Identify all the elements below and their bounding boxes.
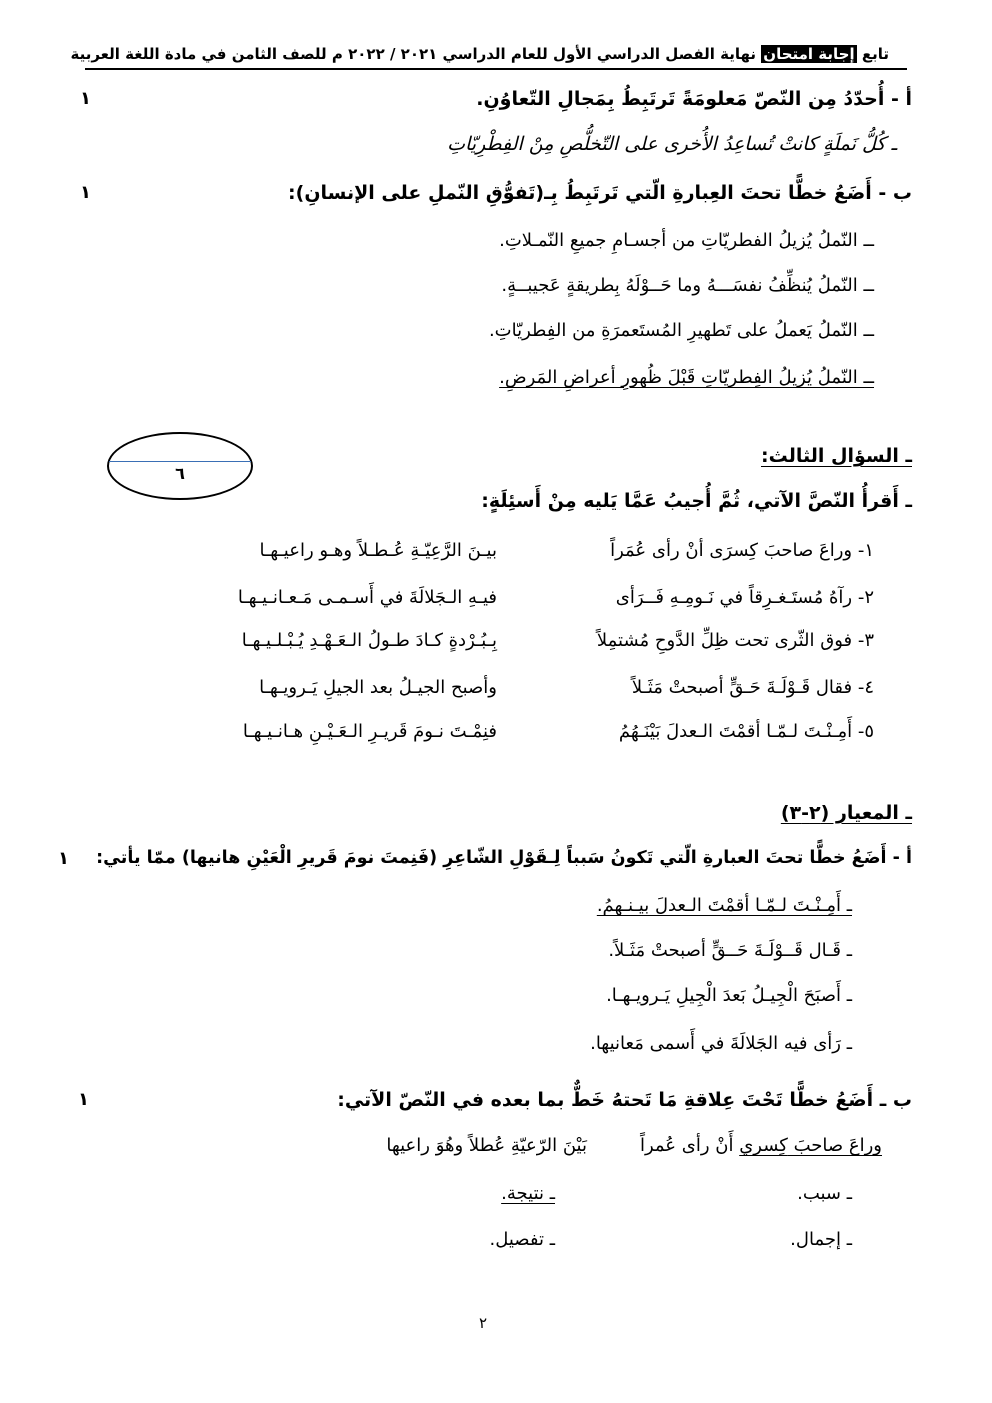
criterion-b-verse-underlined-a: وراعَ صاحبَ (787, 1135, 882, 1156)
verse-1-first: ١- وراعَ صاحبَ كِسرَى أنْ رأى عُمَراً (610, 540, 874, 561)
criterion-a-option-4: ـ رَأى فيه الجَلالَةَ في أَسمى مَعانيها. (590, 1033, 852, 1054)
verse-5-first: ٥- أَمِـنْـتَ لـمّـا أقمْتَ الـعدلَ بَيْنَـهُمُ (618, 721, 874, 742)
verse-1-second: بيـنَ الرَّعِيّـةِ عُـطـلاً وهـو راعيـهـا (259, 540, 497, 561)
criterion-a-option-2: ـ قَـال قَــوْلَـةَ حَــقٍّ أصبحتْ مَثَـلاً. (608, 940, 852, 961)
page-header (70, 45, 889, 63)
criterion-b-verse (640, 1135, 882, 1156)
option-b-1: ــ النّملُ يُزيلُ الفطريّاتِ من أجسـامِ جميعِ النّمـلاتِ. (499, 230, 874, 251)
option-b-2: ــ النّملُ يُنظِّفُ نفسَـــهُ وما حَــوْلَهُ بِطريقةٍ عَجيبــةٍ. (501, 275, 874, 296)
option-b-3: ــ النّملُ يَعملُ على تَطهيرِ المُستَعمرَةِ من الفِطريّاتِ. (488, 320, 874, 341)
criterion-title: ـ المعيار (٢-٣) (780, 802, 912, 824)
score-divider (109, 461, 251, 462)
page-number: ٢ (479, 1314, 488, 1332)
verse-2-first: ٢- رآهُ مُستَـغـرِقاً في نَـومِـهِ فَــرَأى (615, 587, 874, 608)
section-3-instruction: ـ أَقرأُ النّصَّ الآتي، ثُمَّ أُجيبُ عَمَّا يَليه مِنْ أَسئِلَةٍ: (481, 490, 912, 512)
header-highlight: إجابة امتحان (763, 45, 855, 63)
criterion-b-option-cause: ـ سبب. (797, 1183, 852, 1204)
criterion-b-verse-c: أَنْ رأى عُمراً (639, 1135, 740, 1156)
criterion-b-option-detail: ـ تفصيل. (489, 1229, 555, 1250)
header-rest: نهاية الفصل الدراسي الأول للعام الدراسي ٢٠٢١ / ٢٠٢٢ م للصف الثامن في مادة اللغة العربية (70, 45, 762, 63)
criterion-a-option-1-underlined: ـ أَمِـنْـتَ لـمّـا أقمْتَ الـعدلَ بيـنـهمُ. (596, 895, 852, 916)
question-b: ب - أَضَعُ خطًّا تحتَ العِبارةِ الّتي تَرتَبِطُ بِـ(تَفوُّقِ النّملِ على الإنسانِ): (288, 182, 912, 204)
option-b-4-underlined: ــ النّملُ يُزيلُ الفِطريّاتِ قَبْلَ ظُهورِ أعراضِ المَرضِ. (499, 367, 874, 388)
verse-4-second: وأصبح الجيـلُ بعد الجيلِ يَـرويـهـا (259, 677, 497, 698)
criterion-b-verse-underlined-b: كِسري (739, 1135, 788, 1156)
criterion-question-a-mark: ١ (58, 848, 69, 869)
verse-5-second: فنِمْـتَ نـومَ قَريـرِ الـعَـيْـنِ هـانـيـهـا (242, 721, 497, 742)
verse-4-first: ٤- فقال قَـوْلَـةَ حَـقٍّ أصبحتْ مَثَـلاً (631, 677, 874, 698)
section-3-title: ـ السؤال الثالث: (761, 445, 912, 467)
criterion-question-b: ب ـ أَضَعُ خطًّا تَحْتَ عِلاقةِ مَا تَحتهُ خَطٌّ بما بعده في النّصّ الآتي: (337, 1089, 912, 1111)
verse-2-second: فيـهِ الـجَلالَةَ في أَسـمـى مَـعـانـيـهـا (237, 587, 497, 608)
verse-3-second: بِـبُـرْدةٍ كـادَ طـولُ الـعَـهْـدِ يُـبْـلـيـهـا (241, 630, 497, 651)
criterion-b-option-result-underlined: ـ نتيجة. (501, 1183, 555, 1204)
score-ellipse (107, 432, 253, 500)
header-divider (85, 68, 907, 70)
score-value: ٦ (175, 464, 185, 483)
header-prefix: تابع (856, 45, 889, 63)
criterion-b-option-summary: ـ إجمال. (790, 1229, 852, 1250)
criterion-question-a: أ - أَضَعُ خطًّا تحتَ العبارةِ الّتي تَكونُ سَبباً لِـقَوْلِ الشّاعِرِ (فَنِمتَ نومَ قَريرِ الْعَيْنِ هانيها) ممّا يأتي: (96, 848, 912, 868)
question-b-mark: ١ (80, 182, 91, 203)
question-a-answer: ـ كُلُّ نَملَةٍ كانتْ تُساعِدُ الأُخرى على التّخلُّصِ مِنْ الفِطْرِيّاتِ (447, 133, 897, 155)
verse-3-first: ٣- فوق الثّرى تحت ظِلِّ الدَّوحِ مُشتمِلاً (596, 630, 874, 651)
question-a-mark: ١ (80, 88, 91, 109)
criterion-b-verse-second: بَيْنَ الرّعيّةِ عُطلاً وهُوَ راعيها (386, 1135, 587, 1156)
criterion-question-b-mark: ١ (78, 1089, 89, 1110)
question-a: أ - أُحدّدُ مِن النّصّ مَعلومَةً تَرتَبِطُ بِمَجالِ التّعاوُنِ. (476, 88, 912, 110)
criterion-a-option-3: ـ أَصبَحَ الْجِيـلُ بَعدَ الْجِيلِ يَـرويـهـا. (606, 985, 852, 1006)
